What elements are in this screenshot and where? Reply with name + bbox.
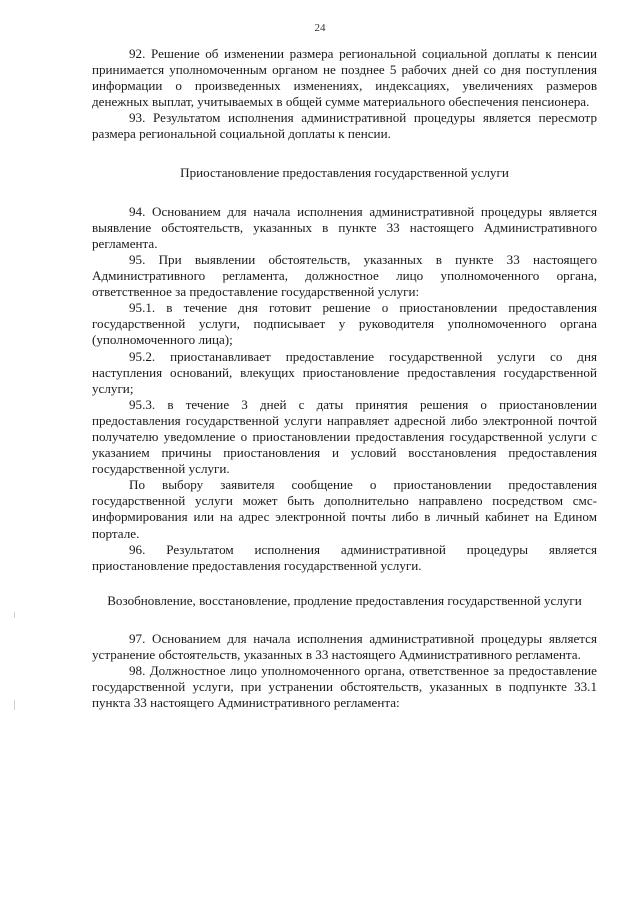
paragraph-96: 96. Результатом исполнения административной процедуры является приостановление предоставления государственной услуги. <box>92 541 597 573</box>
paragraph-95-3: 95.3. в течение 3 дней с даты принятия решения о приостановлении предоставления государственной услуги направляет адресной либо электронной почтой получателю уведомление о приостановлении предоставления государственной услуги с указанием причины приостановления и условий восстановления предоставления государственной услуги. <box>92 396 597 477</box>
paragraph-92: 92. Решение об изменении размера региональной социальной доплаты к пенсии принимается уполномоченным органом не позднее 5 рабочих дней со дня поступления информации о произведенных изменениях, индексациях, увеличениях размеров денежных выплат, учитываемых в общей сумме материального обеспечения пенсионера. <box>92 46 597 110</box>
paragraph-95-1: 95.1. в течение дня готовит решение о приостановлении предоставления государственной услуги, подписывает у руководителя уполномоченного органа (уполномоченного лица); <box>92 300 597 348</box>
document-body <box>92 46 597 711</box>
paragraph-95: 95. При выявлении обстоятельств, указанных в пункте 33 настоящего Административного регламента, должностное лицо уполномоченного органа, ответственное за предоставление государственной услуги: <box>92 251 597 300</box>
paragraph-98: 98. Должностное лицо уполномоченного органа, ответственное за предоставление государственной услуги, при устранении обстоятельств, указанных в подпункте 33.1 пункта 33 настоящего Административного регламента: <box>92 663 597 711</box>
page-number: 24 <box>314 22 326 34</box>
section-heading-suspension: Приостановление предоставления государственной услуги <box>180 164 509 180</box>
paragraph-93: 93. Результатом исполнения административной процедуры является пересмотр размера региональной социальной доплаты к пенсии. <box>92 110 597 142</box>
paragraph-notification-choice: По выбору заявителя сообщение о приостановлении предоставления государственной услуги может быть дополнительно направлено посредством смс-информирования или на адрес электронной почты либо в личный кабинет на Едином портале. <box>92 477 597 541</box>
paragraph-94: 94. Основанием для начала исполнения административной процедуры является выявление обстоятельств, указанных в пункте 33 настоящего Административного регламента. <box>92 203 597 251</box>
paragraph-97: 97. Основанием для начала исполнения административной процедуры является устранение обстоятельств, указанных в 33 настоящего Административного регламента. <box>92 630 597 662</box>
paragraph-95-2: 95.2. приостанавливает предоставление государственной услуги со дня наступления оснований, влекущих приостановление предоставления государственной услуги; <box>92 348 597 396</box>
scan-margin-mark <box>14 612 15 618</box>
scan-margin-mark <box>14 700 15 710</box>
section-heading-resumption: Возобновление, восстановление, продление предоставления государственной услуги <box>107 592 582 608</box>
